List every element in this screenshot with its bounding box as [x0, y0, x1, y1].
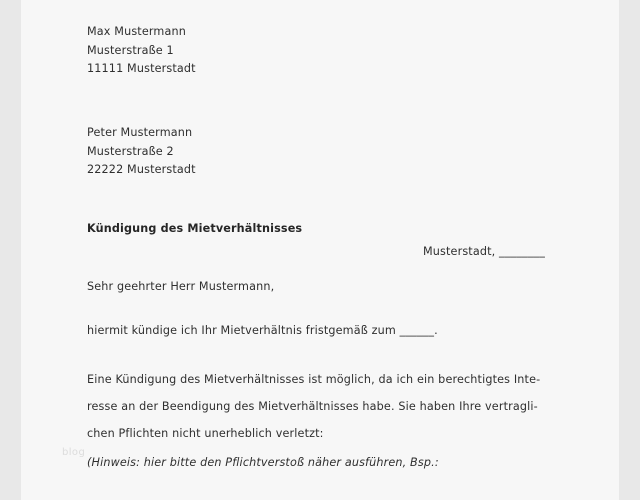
- recipient-address-line: 22222 Musterstadt: [87, 163, 196, 176]
- sender-address-line: Musterstraße 1: [87, 43, 174, 57]
- body-line: resse an der Beendigung des Mietverhältnisses habe. Sie haben Ihre vertragli-: [87, 400, 538, 413]
- body-line: chen Pflichten nicht unerheblich verletzt:: [87, 427, 324, 440]
- subject-line: Kündigung des Mietverhältnisses: [87, 222, 303, 235]
- sender-address-line: Max Mustermann: [87, 25, 186, 38]
- sender-address: [87, 23, 196, 79]
- recipient-address: [87, 124, 196, 180]
- salutation: Sehr geehrter Herr Mustermann,: [87, 280, 275, 293]
- place-and-date: Musterstadt, ________: [422, 245, 545, 258]
- hint-note: (Hinweis: hier bitte den Pflichtverstoß näher ausführen, Bsp.:: [87, 456, 439, 469]
- letter-body: [87, 0, 557, 500]
- body-paragraph: [87, 366, 541, 447]
- document-page: [21, 0, 619, 500]
- recipient-address-line: Musterstraße 2: [87, 144, 174, 158]
- watermark-label: blog: [62, 447, 86, 458]
- termination-statement: hiermit kündige ich Ihr Mietverhältnis fristgemäß zum ______.: [87, 324, 438, 337]
- recipient-address-line: Peter Mustermann: [87, 126, 193, 139]
- body-line: Eine Kündigung des Mietverhältnisses ist möglich, da ich ein berechtigtes Inte-: [87, 373, 541, 386]
- sender-address-line: 11111 Musterstadt: [87, 62, 196, 75]
